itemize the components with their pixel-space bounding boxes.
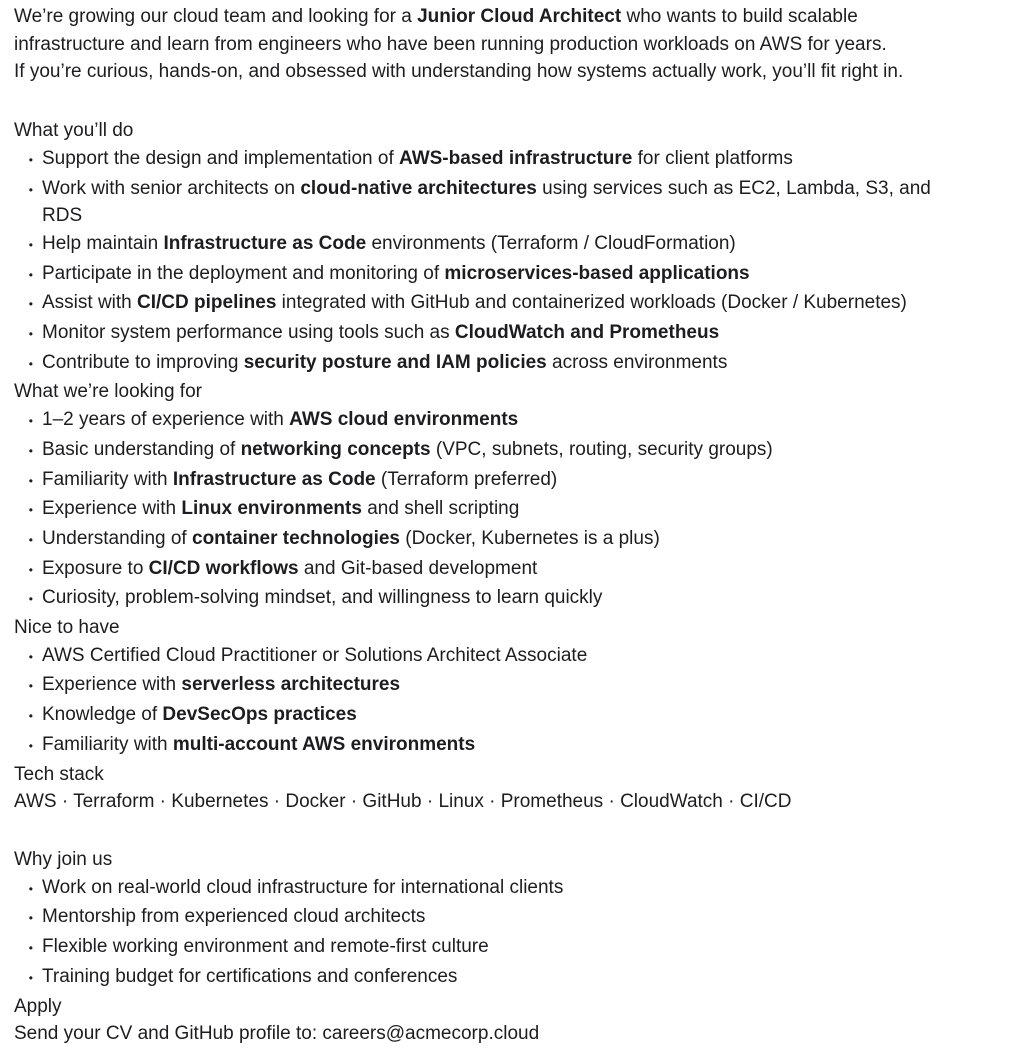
section-why-join-us xyxy=(14,846,1010,993)
section-heading-what-youll-do: What you’ll do xyxy=(14,120,134,142)
list-item xyxy=(14,555,1010,585)
why-join-us-list xyxy=(14,874,1010,993)
list-item xyxy=(14,230,1010,260)
list-item xyxy=(14,260,1010,290)
list-item xyxy=(14,466,1010,496)
list-item-text: Participate in the deployment and monitoring of microservices-based applications xyxy=(42,262,750,284)
list-item-text: Curiosity, problem-solving mindset, and willingness to learn quickly xyxy=(42,587,603,609)
bullet-icon: • xyxy=(28,941,33,956)
section-heading-what-were-looking-for: What we’re looking for xyxy=(14,381,202,403)
list-item xyxy=(14,406,1010,436)
list-item-text: Contribute to improving security posture and IAM policies across environments xyxy=(42,351,728,373)
bullet-icon: • xyxy=(28,881,33,896)
list-item xyxy=(14,525,1010,555)
intro-paragraph: We’re growing our cloud team and looking for a Junior Cloud Architect who wants to build scalable infrastructure and learn from engineers who have been running production workloads on AWS for years. If you’re curious, hands-on, and obsessed with understanding how systems actually work, you’ll fit right in. xyxy=(14,6,904,83)
list-item xyxy=(14,289,1010,319)
section-nice-to-have xyxy=(14,614,1010,761)
list-item-text: Experience with Linux environments and shell scripting xyxy=(42,498,520,520)
list-item xyxy=(14,145,1010,175)
list-item-text: Understanding of container technologies (Docker, Kubernetes is a plus) xyxy=(42,527,660,549)
bullet-icon: • xyxy=(28,679,33,694)
bullet-icon: • xyxy=(28,911,33,926)
bullet-icon: • xyxy=(28,356,33,371)
list-item-text: Training budget for certifications and conferences xyxy=(42,965,458,987)
list-item xyxy=(14,874,1010,904)
section-heading-tech-stack: Tech stack xyxy=(14,763,104,785)
list-item-text: Exposure to CI/CD workflows and Git-based development xyxy=(42,557,538,579)
list-item xyxy=(14,903,1010,933)
list-item-text: AWS Certified Cloud Practitioner or Solutions Architect Associate xyxy=(42,644,588,666)
bullet-icon: • xyxy=(28,267,33,282)
tech-stack-list: AWS · Terraform · Kubernetes · Docker · GitHub · Linux · Prometheus · CloudWatch · CI/CD xyxy=(14,791,792,813)
bullet-icon: • xyxy=(28,414,33,429)
list-item xyxy=(14,319,1010,349)
list-item xyxy=(14,175,1010,230)
what-youll-do-list xyxy=(14,145,1010,379)
list-item xyxy=(14,671,1010,701)
bullet-icon: • xyxy=(28,532,33,547)
list-item-text: Familiarity with multi-account AWS environments xyxy=(42,733,476,755)
bullet-icon: • xyxy=(28,327,33,342)
bullet-icon: • xyxy=(28,649,33,664)
list-item-text: Experience with serverless architectures xyxy=(42,674,401,696)
list-item xyxy=(14,963,1010,993)
list-item-text: Flexible working environment and remote-first culture xyxy=(42,936,489,958)
nice-to-have-list xyxy=(14,642,1010,761)
list-item-text: Mentorship from experienced cloud architects xyxy=(42,906,426,928)
bullet-icon: • xyxy=(28,237,33,252)
section-heading-apply: Apply xyxy=(14,995,62,1017)
bullet-icon: • xyxy=(28,297,33,312)
bullet-icon: • xyxy=(28,152,33,167)
list-item xyxy=(14,701,1010,731)
list-item-text: Basic understanding of networking concepts (VPC, subnets, routing, security groups) xyxy=(42,438,773,460)
list-item-text: 1–2 years of experience with AWS cloud environments xyxy=(42,409,519,431)
list-item xyxy=(14,436,1010,466)
bullet-icon: • xyxy=(28,592,33,607)
bullet-icon: • xyxy=(28,562,33,577)
list-item xyxy=(14,642,1010,672)
list-item-text: Familiarity with Infrastructure as Code (Terraform preferred) xyxy=(42,468,558,490)
apply-contact-line: Send your CV and GitHub profile to: careers@acmecorp.cloud xyxy=(14,1023,540,1045)
list-item-text: Monitor system performance using tools such as CloudWatch and Prometheus xyxy=(42,322,720,344)
list-item-text: Assist with CI/CD pipelines integrated with GitHub and containerized workloads (Docker / Kubernetes) xyxy=(42,292,907,314)
bullet-icon: • xyxy=(28,443,33,458)
list-item xyxy=(14,933,1010,963)
section-apply xyxy=(14,993,1010,1048)
list-item-text: Work on real-world cloud infrastructure for international clients xyxy=(42,876,564,898)
bullet-icon: • xyxy=(28,709,33,724)
list-item-text: Work with senior architects on cloud-native architectures using services such as EC2, Lambda, S3, and RDS xyxy=(42,177,931,227)
what-were-looking-for-list xyxy=(14,406,1010,614)
section-what-youll-do xyxy=(14,117,1010,378)
list-item xyxy=(14,584,1010,614)
list-item xyxy=(14,495,1010,525)
section-what-were-looking-for xyxy=(14,378,1010,614)
bullet-icon: • xyxy=(28,473,33,488)
list-item xyxy=(14,349,1010,379)
section-heading-nice-to-have: Nice to have xyxy=(14,617,120,639)
list-item-text: Help maintain Infrastructure as Code environments (Terraform / CloudFormation) xyxy=(42,232,736,254)
bullet-icon: • xyxy=(28,503,33,518)
section-tech-stack xyxy=(14,761,1010,816)
list-item xyxy=(14,731,1010,761)
section-heading-why-join-us: Why join us xyxy=(14,848,113,870)
bullet-icon: • xyxy=(28,182,33,197)
list-item-text: Support the design and implementation of AWS-based infrastructure for client platforms xyxy=(42,147,793,169)
bullet-icon: • xyxy=(28,970,33,985)
list-item-text: Knowledge of DevSecOps practices xyxy=(42,704,357,726)
bullet-icon: • xyxy=(28,738,33,753)
